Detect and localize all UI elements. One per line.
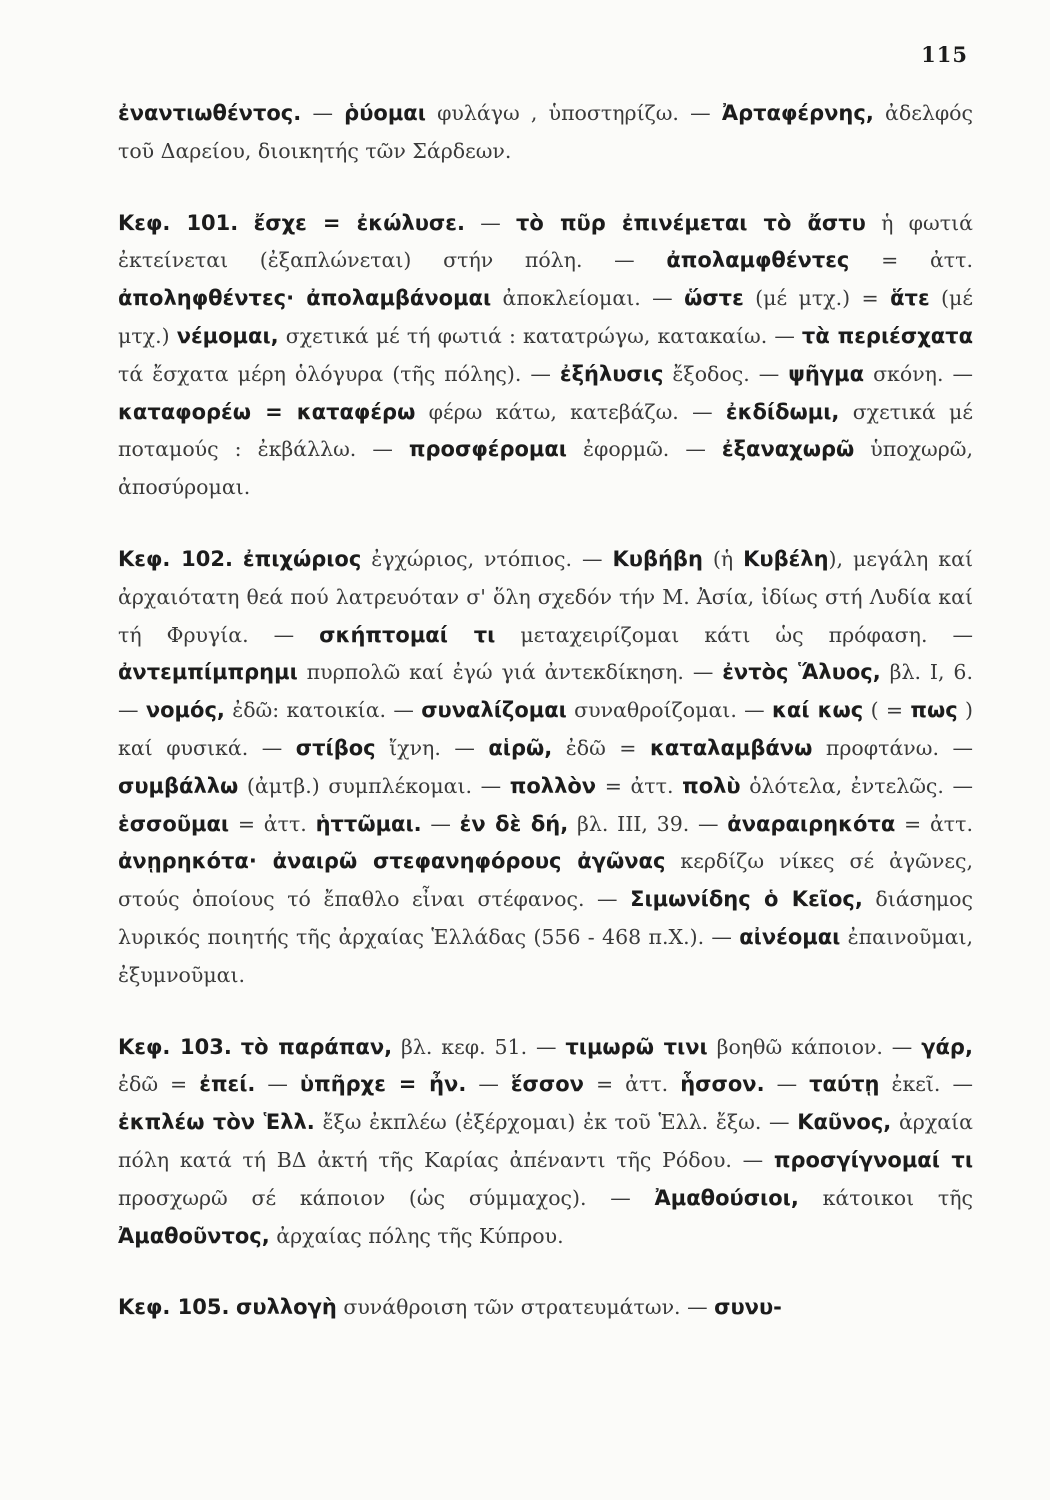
glossary-paragraph [118,205,973,507]
gloss-text: = ἀττ. [895,811,973,836]
headword: ἐκπλέω τὸν Ἑλλ. [118,1110,315,1135]
gloss-text: ὑποχωρῶ, ἀποσύρομαι. [118,437,974,500]
gloss-text: φυλάγω , ὑποστηρίζω. — [425,101,722,125]
gloss-text: βλ. κεφ. 51. — [392,1034,566,1059]
headword: στίβος [295,735,376,760]
headword: Σιμωνίδης ὁ Κεῖος, [630,887,863,912]
gloss-text: προφτάνω. — [812,735,973,760]
gloss-text: ἐδῶ: κατοικία. — [224,698,422,723]
headword: Κεφ. 101. [118,210,239,235]
gloss-text: ἀρχαία πόλη κατά τή ΒΔ ἀκτή τῆς Καρίας ἀπέναντι τῆς Ρόδου. — [118,1110,973,1172]
gloss-text: ὁλότελα, ἐντελῶς. — [740,773,973,798]
headword: τὸ παράπαν, [240,1034,393,1059]
headword: Ἀρταφέρνης, [721,101,874,125]
gloss-text: — [301,101,345,125]
gloss-text: ἐκεῖ. — [879,1072,973,1097]
headword: γάρ, [921,1034,973,1059]
gloss-text: ἐπαινοῦμαι, ἐξυμνοῦμαι. [118,924,974,987]
headword: προσφέρομαι [408,437,567,462]
headword: τιμωρῶ τινι [565,1034,708,1059]
headword: Κυβήβη [612,546,703,571]
headword: ἐν δὲ δή, [459,811,569,836]
gloss-text: ) καί φυσικά. — [118,698,973,760]
gloss-text: — [466,1072,511,1097]
glossary-paragraph [118,95,973,171]
gloss-text: σχετικά μέ ποταμούς : ἐκβάλλω. — [118,399,973,462]
gloss-text: πυρπολῶ καί ἐγώ γιά ἀντεκδίκηση. — [297,660,723,685]
gloss-text: ( = [863,698,911,723]
headword: καί κως [771,698,864,723]
gloss-text: βλ. III, 39. — [568,811,728,836]
headword: ῥύομαι [344,101,426,125]
headword: προσγίγνομαί τι [773,1147,974,1172]
headword: νομός, [145,698,225,723]
headword: Ἀμαθοῦντος, [118,1223,270,1248]
headword: καταφορέω = καταφέρω [118,399,416,424]
gloss-text: = ἀττ. [596,773,683,798]
headword: Ἀμαθούσιοι, [654,1185,799,1210]
headword: ὑπῆρχε = ἦν. [299,1072,467,1097]
headword: τὰ περιέσχατα [801,323,973,348]
gloss-text: προσχωρῶ σέ κάποιον (ὡς σύμμαχος). — [118,1185,655,1210]
gloss-text: ἀποκλείομαι. — [491,286,685,311]
headword: νέμομαι, [176,323,279,348]
gloss-text: = ἀττ. [849,248,973,273]
headword: καταλαμβάνω [650,735,813,760]
headword: ἅτε [890,286,930,311]
headword: ἀποληφθέντες· ἀπολαμβάνομαι [118,286,492,311]
gloss-text: βοηθῶ κάποιον. — [707,1034,922,1059]
headword: ψῆγμα [788,361,865,386]
glossary-paragraph [118,1029,973,1256]
headword: ἀνῃρηκότα· ἀναιρῶ στεφανηφόρους ἀγῶνας [118,849,666,874]
gloss-text: ἀδελφός τοῦ Δαρείου, διοικητής τῶν Σάρδεων. [118,101,973,163]
gloss-text: = ἀττ. [229,811,316,836]
headword: ἀναραιρηκότα [727,811,896,836]
headword: ἔσχε = ἐκώλυσε. [253,210,465,235]
gloss-text: (ἀμτβ.) συμπλέκομαι. — [238,773,510,798]
headword: τὸ πῦρ ἐπινέμεται τὸ ἄστυ [516,210,866,235]
gloss-text: (μέ μτχ.) = [743,286,891,311]
headword: ἑσσοῦμαι [118,811,230,836]
glossary-text [118,95,973,1361]
headword: συναλίζομαι [421,698,567,723]
headword: αἰνέομαι [739,924,841,949]
headword: ἐπιχώριος [242,546,362,571]
gloss-text: (μέ μτχ.) [118,286,973,348]
headword: ἐξήλυσις [559,361,664,386]
headword: Κεφ. 103. [118,1034,232,1059]
gloss-text: ἐγχώριος, ντόπιος. — [361,546,613,571]
gloss-text: ἡ φωτιά ἐκτείνεται (ἐξαπλώνεται) στήν πόλη. — [118,210,973,273]
gloss-text: (ἡ [702,546,744,571]
headword: συνυ- [714,1295,782,1320]
page-number: 115 [921,42,968,67]
headword: ἐξαναχωρῶ [721,437,855,462]
gloss-text: συνάθροιση τῶν στρατευμάτων. — [336,1295,715,1320]
gloss-text: σχετικά μέ τή φωτιά : κατατρώγω, κατακαίω. — [278,323,802,348]
headword: ἀπολαμφθέντες [666,248,850,273]
gloss-text [233,547,243,571]
headword: Καῦνος, [797,1110,892,1135]
gloss-text: ἐφορμῶ. — [566,437,722,462]
gloss-text: = ἀττ. [583,1072,681,1097]
gloss-text: σκόνη. — [864,361,973,386]
headword: ἐπεί. [199,1072,256,1097]
headword: πολλὸν [509,773,597,798]
headword: πολὺ [682,773,741,798]
headword: ἀντεμπίμπρημι [118,660,298,685]
gloss-text: ἴχνη. — [375,735,489,760]
gloss-text: φέρω κάτω, κατεβάζω. — [415,399,726,424]
headword: ἡττῶμαι. [315,811,422,836]
gloss-text: ), μεγάλη καί ἀρχαιότατη θεά πού λατρευόταν σ' ὅλη σχεδόν τήν Μ. Ἀσία, ἰδίως στή Λυδία καί τή Φρυγία. — [118,546,973,647]
headword: ἧσσον. [680,1072,765,1097]
gloss-text: διάσημος λυρικός ποιητής τῆς ἀρχαίας Ἑλλάδας (556 - 468 π.Χ.). — [118,887,973,949]
gloss-text: — [464,210,517,235]
gloss-text: — [421,811,460,836]
gloss-text: συναθροίζομαι. — [566,698,772,723]
gloss-text: τά ἔσχατα μέρη ὁλόγυρα (τῆς πόλης). — [118,361,560,386]
gloss-text [238,211,253,235]
gloss-text: — [255,1072,300,1097]
gloss-text: ἔξοδος. — [663,361,789,386]
glossary-paragraph [118,541,973,995]
gloss-text: ἀρχαίας πόλης τῆς Κύπρου. [269,1223,564,1248]
gloss-text: ἐδῶ = [552,735,650,760]
gloss-text: βλ. I, 6. — [118,660,973,723]
headword: Κεφ. 105. [118,1295,230,1320]
gloss-text: μεταχειρίζομαι κάτι ὡς πρόφαση. — [495,622,973,647]
headword: πως [910,698,958,723]
glossary-paragraph [118,1289,973,1327]
gloss-text: — [764,1072,810,1097]
headword: ὥστε [684,286,744,311]
gloss-text: ἐδῶ = [118,1072,200,1097]
gloss-text: ἔξω ἐκπλέω (ἐξέρχομαι) ἐκ τοῦ Ἑλλ. ἔξω. — [314,1110,798,1135]
headword: Κυβέλη [743,546,829,571]
headword: σκήπτομαί τι [319,622,496,647]
headword: αἱρῶ, [488,735,553,760]
headword: ταύτῃ [809,1072,880,1097]
gloss-text [232,1035,241,1059]
headword: ἐναντιωθέντος. [118,101,302,125]
headword: Κεφ. 102. [118,546,233,571]
gloss-text: κερδίζω νίκες σέ ἀγῶνες, στούς ὁποίους τό ἔπαθλο εἶναι στέφανος. — [118,849,973,912]
headword: ἕσσον [510,1072,584,1097]
headword: ἐντὸς Ἅλυος, [722,660,881,685]
headword: συλλογὴ [236,1295,337,1320]
headword: ἐκδίδωμι, [725,399,840,424]
gloss-text: κάτοικοι τῆς [798,1185,973,1210]
headword: συμβάλλω [118,773,239,798]
